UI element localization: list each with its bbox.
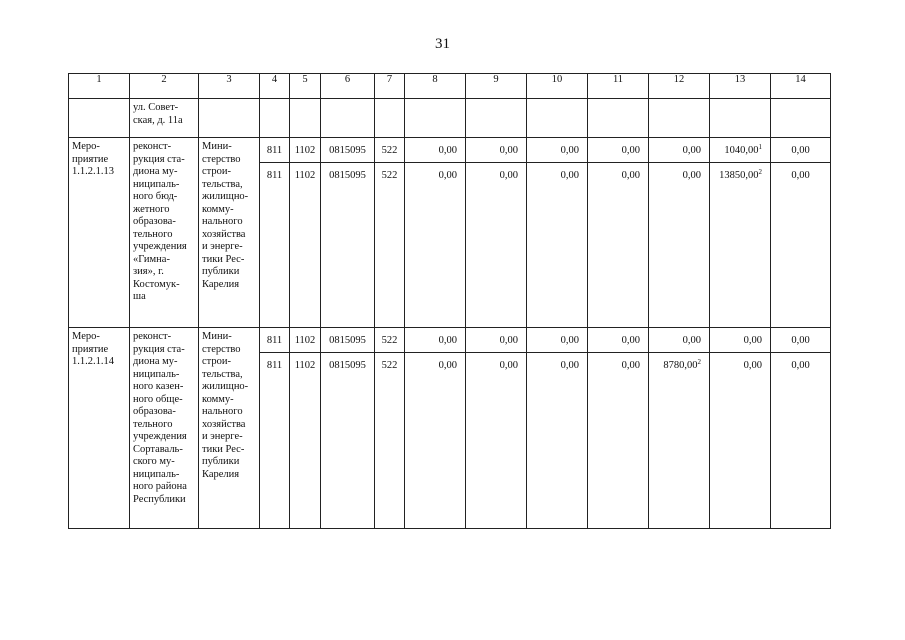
value-cell [588,138,649,163]
cell-value: 1102 [294,360,316,371]
value-cell [771,138,831,163]
ministry-line: публики [202,266,240,277]
value-cell [321,138,375,163]
value-cell [466,328,527,353]
ministry-line: тики Рес- [202,443,245,455]
cell-value: 0,00 [743,360,762,371]
value-cell [710,353,771,529]
cell-value: 0,00 [438,360,457,371]
ministry-cell [199,138,260,328]
ministry-line: публики [202,456,240,467]
table-cell [527,99,588,138]
cell-value: 522 [381,170,398,181]
ministry-line: комму- [202,203,234,215]
cell-value: 0,00 [499,335,518,346]
table-cell [260,99,290,138]
cell-value: 522 [381,335,398,346]
ministry-line: тики Рес- [202,253,245,265]
page-number: 31 [435,36,450,52]
measure-description-line: жетного [133,203,170,215]
ministry-line: стерство [202,343,241,355]
measure-description-line: ниципаль- [133,178,180,190]
value-cell [710,163,771,328]
cell-value: 0,00 [621,145,640,156]
measure-description-cell [130,138,199,328]
ministry-line: тельства, [202,368,243,380]
table-cell [405,99,466,138]
column-number: 4 [260,74,290,99]
table-cell [321,99,375,138]
measure-description-line: ного бюд- [133,191,178,202]
measure-row [69,138,831,163]
cell-value: 0,00 [438,335,457,346]
cell-value: 811 [266,335,283,346]
value-cell [527,353,588,529]
column-number: 3 [199,74,260,99]
footnote-mark: 2 [697,358,701,366]
cell-value: 522 [381,145,398,156]
value-cell [290,138,321,163]
value-cell [405,138,466,163]
measure-name-line: Меро- [72,141,100,152]
cell-value: 0815095 [329,335,366,346]
value-cell [260,138,290,163]
value-cell [527,138,588,163]
cell-value: 0,00 [499,145,518,156]
measure-description-line: Республики [133,493,186,505]
measure-name-line: приятие [72,343,109,355]
ministry-line: нального [202,216,243,227]
table-cell [710,99,771,138]
cell-value: 811 [266,360,283,371]
address-cell [130,99,199,138]
measure-description-line: диона му- [133,166,178,177]
measure-description-line: образова- [133,216,176,227]
continuation-row [69,99,831,138]
measure-description-line: ного обще- [133,393,183,405]
cell-value: 0,00 [791,170,810,181]
cell-value: 0,00 [621,360,640,371]
column-number: 9 [466,74,527,99]
cell-value: 0,00 [682,145,701,156]
table-cell [199,99,260,138]
address-line: ул. Совет- [133,102,179,113]
value-cell [588,328,649,353]
value-cell [771,328,831,353]
measure-name-line: приятие [72,153,109,165]
ministry-line: стерство [202,153,241,165]
cell-value: 522 [381,360,398,371]
value-cell [710,328,771,353]
ministry-line: и энерге- [202,431,243,442]
measure-description-line: реконст- [133,141,172,152]
measure-description-line: диона му- [133,356,178,367]
value-cell [649,353,710,529]
table-cell [466,99,527,138]
value-cell [405,328,466,353]
column-number: 11 [588,74,649,99]
measure-description-line: рукция ста- [133,343,185,355]
measure-description-line: ша [133,291,146,302]
value-cell [260,353,290,529]
cell-value: 1102 [294,170,316,181]
cell-value: 1040,00 [724,145,759,156]
column-number: 6 [321,74,375,99]
value-cell [527,328,588,353]
ministry-line: Мини- [202,141,232,152]
cell-value: 0815095 [329,145,366,156]
cell-value: 0815095 [329,170,366,181]
value-cell [290,328,321,353]
value-cell [466,163,527,328]
column-number: 8 [405,74,466,99]
value-cell [527,163,588,328]
ministry-line: строи- [202,356,231,367]
measure-description-line: реконст- [133,331,172,342]
ministry-line: и энерге- [202,241,243,252]
column-number: 14 [771,74,831,99]
value-cell [321,328,375,353]
column-number: 12 [649,74,710,99]
value-cell [588,353,649,529]
column-number: 5 [290,74,321,99]
measure-description-line: ного казен- [133,381,184,392]
cell-value: 0,00 [743,335,762,346]
cell-value: 0,00 [791,335,810,346]
cell-value: 0,00 [791,145,810,156]
value-cell [290,163,321,328]
column-number: 10 [527,74,588,99]
measure-description-line: «Гимна- [133,253,170,265]
cell-value: 0,00 [621,170,640,181]
value-cell [405,163,466,328]
value-cell [375,163,405,328]
value-cell [260,328,290,353]
value-cell [649,163,710,328]
measure-description-line: тельного [133,228,173,240]
value-cell [375,138,405,163]
value-cell [290,353,321,529]
table-cell [69,99,130,138]
ministry-line: хозяйства [202,418,246,430]
measure-description-line: зия», г. [133,266,164,277]
column-number: 7 [375,74,405,99]
ministry-line: нального [202,406,243,417]
cell-value: 13850,00 [719,170,759,181]
cell-value: 0,00 [438,170,457,181]
measure-name-cell [69,138,130,328]
column-number-row [69,74,831,99]
column-number: 1 [69,74,130,99]
measure-name-line: 1.1.2.1.14 [72,356,114,367]
column-number: 2 [130,74,199,99]
measure-name-line: 1.1.2.1.13 [72,166,114,177]
table-cell [771,99,831,138]
budget-table [68,73,831,529]
ministry-line: строи- [202,166,231,177]
cell-value: 0,00 [621,335,640,346]
ministry-cell [199,328,260,529]
table-cell [290,99,321,138]
value-cell [466,138,527,163]
value-cell [375,328,405,353]
value-cell [466,353,527,529]
ministry-line: Карелия [202,278,240,290]
measure-row [69,328,831,353]
table-cell [649,99,710,138]
value-cell [405,353,466,529]
ministry-line: комму- [202,393,234,405]
cell-value: 811 [266,170,283,181]
measure-description-line: учреждения [133,241,187,252]
cell-value: 8780,00 [663,360,698,371]
value-cell [588,163,649,328]
cell-value: 0,00 [682,170,701,181]
value-cell [375,353,405,529]
measure-description-line: рукция ста- [133,153,185,165]
measure-description-line: учреждения [133,431,187,442]
measure-name-cell [69,328,130,529]
column-number: 13 [710,74,771,99]
cell-value: 1102 [294,145,316,156]
measure-description-line: Костомук- [133,278,180,290]
measure-description-cell [130,328,199,529]
measure-description-line: ного района [133,481,187,492]
ministry-line: жилищно- [202,191,249,202]
cell-value: 0,00 [560,360,579,371]
cell-value: 0815095 [329,360,366,371]
measure-description-line: Сортаваль- [133,443,183,455]
ministry-line: тельства, [202,178,243,190]
measure-description-line: тельного [133,418,173,430]
cell-value: 0,00 [499,360,518,371]
cell-value: 0,00 [560,145,579,156]
value-cell [771,353,831,529]
cell-value: 1102 [294,335,316,346]
footnote-mark: 2 [758,168,762,176]
value-cell [649,328,710,353]
cell-value: 0,00 [791,360,810,371]
table-cell [588,99,649,138]
value-cell [771,163,831,328]
cell-value: 0,00 [438,145,457,156]
address-line: ская, д. 11а [133,114,183,126]
cell-value: 0,00 [560,335,579,346]
measure-description-line: образова- [133,406,176,417]
cell-value: 0,00 [499,170,518,181]
ministry-line: жилищно- [202,381,249,392]
table-cell [375,99,405,138]
value-cell [321,163,375,328]
measure-name-line: Меро- [72,331,100,342]
measure-description-line: ского му- [133,456,175,467]
measure-description-line: ниципаль- [133,468,180,480]
footnote-mark: 1 [758,143,762,151]
value-cell [710,138,771,163]
ministry-line: Карелия [202,468,240,480]
ministry-line: Мини- [202,331,232,342]
cell-value: 0,00 [682,335,701,346]
measure-description-line: ниципаль- [133,368,180,380]
cell-value: 811 [266,145,283,156]
cell-value: 0,00 [560,170,579,181]
value-cell [260,163,290,328]
value-cell [321,353,375,529]
value-cell [649,138,710,163]
ministry-line: хозяйства [202,228,246,240]
